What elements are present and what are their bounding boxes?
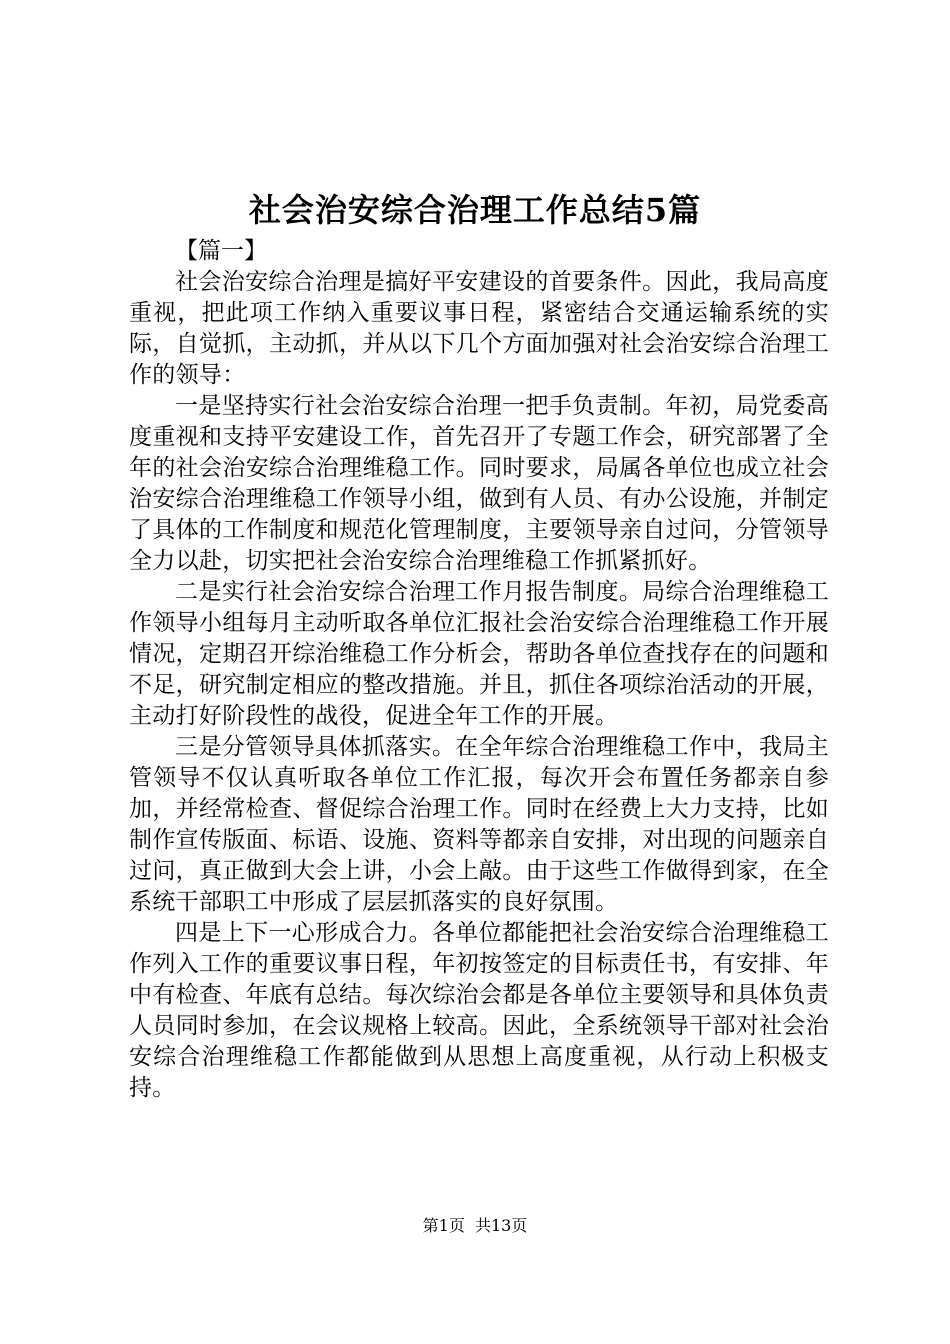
paragraph-point-1: 一是坚持实行社会治安综合治理一把手负责制。年初，局党委高度重视和支持平安建设工作，首先召开了专题工作会，研究部署了全年的社会治安综合治理维稳工作。同时要求，局属各单位也成立社会治安综合治理维稳工作领导小组，做到有人员、有办公设施，并制定了具体的工作制度和规范化管理制度，主要领导亲自过问，分管领导全力以赴，切实把社会治安综合治理维稳工作抓紧抓好。 xyxy=(129,393,829,574)
document-body xyxy=(129,236,829,1104)
paragraph-intro: 社会治安综合治理是搞好平安建设的首要条件。因此，我局高度重视，把此项工作纳入重要议事日程，紧密结合交通运输系统的实际，自觉抓，主动抓，并从以下几个方面加强对社会治安综合治理工作的领导： xyxy=(129,269,829,388)
document-title: 社会治安综合治理工作总结5篇 xyxy=(248,191,702,229)
section-label: 【篇一】 xyxy=(175,238,267,264)
paragraph-point-4: 四是上下一心形成合力。各单位都能把社会治安综合治理维稳工作列入工作的重要议事日程，年初按签定的目标责任书，有安排、年中有检查、年底有总结。每次综治会都是各单位主要领导和具体负责人员同时参加，在会议规格上较高。因此，全系统领导干部对社会治安综合治理维稳工作都能做到从思想上高度重视，从行动上积极支持。 xyxy=(129,920,829,1101)
page-footer xyxy=(0,1214,950,1238)
page-number: 第1页 共13页 xyxy=(422,1216,528,1235)
paragraph-point-3: 三是分管领导具体抓落实。在全年综合治理维稳工作中，我局主管领导不仅认真听取各单位工作汇报，每次开会布置任务都亲自参加，并经常检查、督促综合治理工作。同时在经费上大力支持，比如制作宣传版面、标语、设施、资料等都亲自安排，对出现的问题亲自过问，真正做到大会上讲，小会上敲。由于这些工作做得到家，在全系统干部职工中形成了层层抓落实的良好氛围。 xyxy=(129,734,829,915)
paragraph-point-2: 二是实行社会治安综合治理工作月报告制度。局综合治理维稳工作领导小组每月主动听取各单位汇报社会治安综合治理维稳工作开展情况，定期召开综治维稳工作分析会，帮助各单位查找存在的问题和不足，研究制定相应的整改措施。并且，抓住各项综治活动的开展，主动打好阶段性的战役，促进全年工作的开展。 xyxy=(129,579,829,729)
